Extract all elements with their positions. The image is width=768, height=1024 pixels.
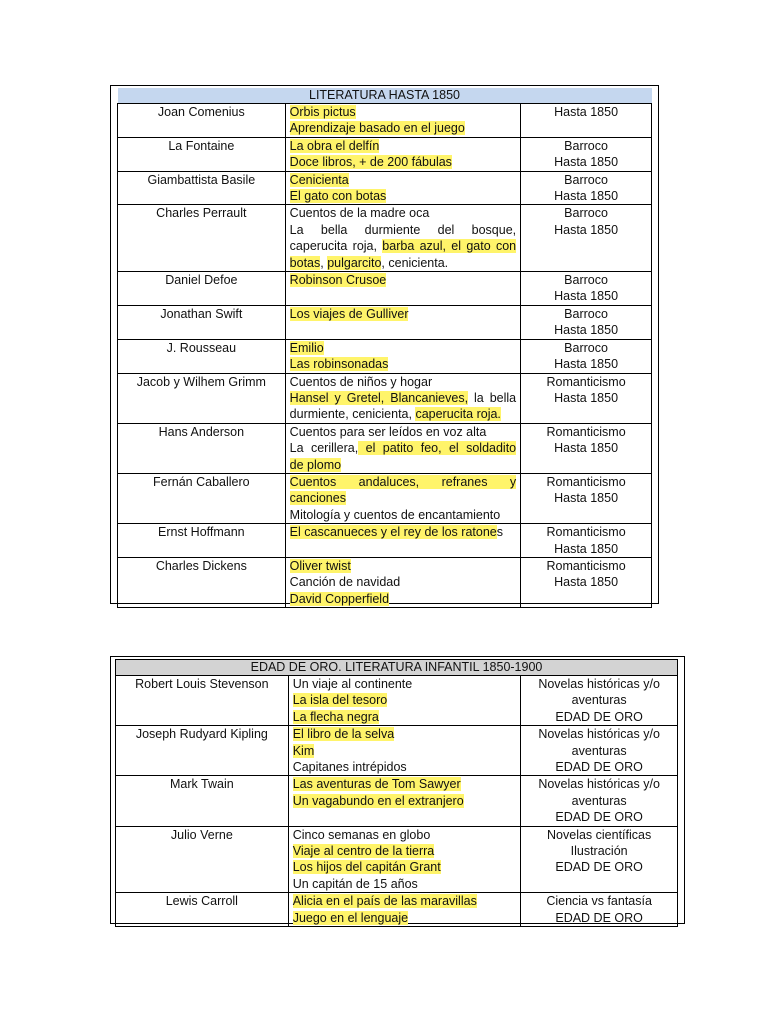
- author-cell: Charles Dickens: [118, 557, 286, 607]
- period-line: Barroco: [564, 273, 608, 288]
- period-cell: [521, 104, 652, 138]
- period-cell: [521, 171, 652, 205]
- work-line: [293, 676, 517, 692]
- period-line: Ilustración: [570, 844, 628, 859]
- work-text: Capitanes intrépidos: [292, 760, 407, 775]
- work-line: [290, 188, 516, 204]
- works-cell: [285, 473, 520, 523]
- table-row: [118, 272, 652, 306]
- work-line: [293, 759, 517, 775]
- works-cell: [285, 339, 520, 373]
- period-cell: [521, 726, 678, 776]
- period-cell: [521, 893, 678, 927]
- highlighted-title: La obra el delfín: [289, 138, 380, 153]
- author-cell: Daniel Defoe: [118, 272, 286, 306]
- period-line: Hasta 1850: [554, 575, 619, 590]
- period-line: Romanticismo: [546, 474, 626, 489]
- highlighted-title: Cuentos andaluces, refranes y: [289, 474, 517, 489]
- period-cell: [521, 305, 652, 339]
- work-line: [290, 490, 516, 506]
- work-text: Cuentos para ser leídos en voz alta: [289, 424, 487, 439]
- work-line: [293, 876, 517, 892]
- highlighted-title: Oliver twist: [289, 558, 351, 573]
- work-line: [293, 843, 517, 859]
- works-cell: [285, 272, 520, 306]
- highlighted-title: Juego en el lenguaje: [292, 910, 409, 925]
- table-row: [118, 104, 652, 138]
- work-line: [290, 374, 516, 390]
- edad-de-oro-table: [110, 656, 685, 924]
- works-cell: [285, 373, 520, 423]
- period-line: Hasta 1850: [554, 541, 619, 556]
- works-cell: [285, 171, 520, 205]
- author-cell: Charles Perrault: [118, 205, 286, 272]
- work-line: [290, 172, 516, 188]
- author-cell: Mark Twain: [116, 776, 289, 826]
- author-cell: Hans Anderson: [118, 423, 286, 473]
- table-row: [118, 205, 652, 272]
- work-line: [290, 238, 516, 254]
- work-text: La cerillera,: [289, 441, 359, 456]
- work-line: [290, 306, 516, 322]
- work-line: [293, 827, 517, 843]
- period-cell: [521, 524, 652, 558]
- work-text: la bella: [468, 390, 517, 405]
- period-line: aventuras: [571, 743, 627, 758]
- work-line: [290, 222, 516, 238]
- author-cell: Julio Verne: [116, 826, 289, 893]
- highlighted-title: La flecha negra: [292, 709, 379, 724]
- table-row: [118, 423, 652, 473]
- work-line: [290, 457, 516, 473]
- works-cell: [288, 726, 521, 776]
- work-line: [290, 558, 516, 574]
- table-row: [116, 826, 678, 893]
- highlighted-title: Doce libros, + de 200 fábulas: [289, 155, 452, 170]
- author-cell: Joseph Rudyard Kipling: [116, 726, 289, 776]
- highlighted-title: Los viajes de Gulliver: [289, 306, 409, 321]
- period-line: Novelas históricas y/o: [538, 727, 660, 742]
- author-cell: Jacob y Wilhem Grimm: [118, 373, 286, 423]
- highlighted-title: Los hijos del capitán Grant: [292, 860, 441, 875]
- table-row: [118, 137, 652, 171]
- highlighted-title: Kim: [292, 743, 315, 758]
- works-cell: [285, 423, 520, 473]
- period-line: Romanticismo: [546, 424, 626, 439]
- table-title: LITERATURA HASTA 1850: [118, 88, 652, 104]
- highlighted-title: Un vagabundo en el extranjero: [292, 793, 464, 808]
- table-grid: [115, 659, 678, 927]
- table-grid: [117, 88, 652, 608]
- work-text: Cuentos de niños y hogar: [289, 374, 433, 389]
- author-cell: Ernst Hoffmann: [118, 524, 286, 558]
- works-cell: [288, 776, 521, 826]
- work-line: [290, 272, 516, 288]
- highlighted-title: caperucita roja.: [415, 407, 501, 422]
- period-line: Barroco: [564, 206, 608, 221]
- work-line: [290, 574, 516, 590]
- period-line: Hasta 1850: [554, 441, 619, 456]
- table-row: [118, 171, 652, 205]
- author-cell: Jonathan Swift: [118, 305, 286, 339]
- works-cell: [285, 104, 520, 138]
- table-row: [118, 473, 652, 523]
- work-text: Cuentos de la madre oca: [289, 206, 430, 221]
- works-cell: [285, 305, 520, 339]
- work-text: La bella durmiente del bosque,: [289, 222, 517, 237]
- works-cell: [288, 676, 521, 726]
- table-body: [118, 104, 652, 608]
- period-line: aventuras: [571, 693, 627, 708]
- highlighted-title: El gato con botas: [289, 189, 387, 204]
- works-cell: [285, 524, 520, 558]
- work-line: [290, 104, 516, 120]
- highlighted-title: Alicia en el país de las maravillas: [292, 894, 477, 909]
- period-line: EDAD DE ORO: [555, 760, 643, 775]
- work-line: [290, 120, 516, 136]
- period-line: Hasta 1850: [554, 357, 619, 372]
- period-line: Barroco: [564, 306, 608, 321]
- period-cell: [521, 205, 652, 272]
- table-row: [116, 776, 678, 826]
- table-row: [118, 305, 652, 339]
- work-line: [293, 776, 517, 792]
- highlighted-title: David Copperfield: [289, 591, 390, 606]
- period-cell: [521, 373, 652, 423]
- period-cell: [521, 676, 678, 726]
- work-line: [293, 692, 517, 708]
- highlighted-title: de plomo: [289, 457, 342, 472]
- work-line: [290, 356, 516, 372]
- highlighted-title: pulgarcito: [327, 255, 382, 270]
- table-title: EDAD DE ORO. LITERATURA INFANTIL 1850-1900: [116, 660, 678, 676]
- period-line: EDAD DE ORO: [555, 810, 643, 825]
- highlighted-title: La isla del tesoro: [292, 693, 388, 708]
- work-text: caperucita roja,: [289, 239, 383, 254]
- work-text: ,: [320, 255, 328, 270]
- period-line: Hasta 1850: [554, 491, 619, 506]
- period-line: aventuras: [571, 793, 627, 808]
- work-line: [293, 859, 517, 875]
- works-cell: [285, 205, 520, 272]
- highlighted-title: El libro de la selva: [292, 727, 395, 742]
- work-line: [290, 440, 516, 456]
- works-cell: [285, 557, 520, 607]
- work-line: [290, 474, 516, 490]
- highlighted-title: el patito feo, el soldadito: [358, 441, 517, 456]
- highlighted-title: Las robinsonadas: [289, 357, 389, 372]
- work-text: durmiente, cenicienta,: [289, 407, 416, 422]
- work-text: s: [496, 525, 503, 540]
- work-line: [293, 910, 517, 926]
- works-cell: [285, 137, 520, 171]
- highlighted-title: Hansel y Gretel, Blancanieves,: [289, 390, 469, 405]
- period-line: Romanticismo: [546, 525, 626, 540]
- period-line: EDAD DE ORO: [555, 860, 643, 875]
- work-line: [293, 709, 517, 725]
- highlighted-title: Aprendizaje basado en el juego: [289, 121, 465, 136]
- period-line: Barroco: [564, 172, 608, 187]
- period-cell: [521, 473, 652, 523]
- author-cell: Fernán Caballero: [118, 473, 286, 523]
- work-line: [290, 255, 516, 271]
- table-row: [116, 893, 678, 927]
- period-cell: [521, 776, 678, 826]
- highlighted-title: Cenicienta: [289, 172, 349, 187]
- highlighted-title: Robinson Crusoe: [289, 273, 387, 288]
- period-line: Hasta 1850: [554, 390, 619, 405]
- period-line: Novelas científicas: [547, 827, 652, 842]
- work-line: [290, 390, 516, 406]
- period-cell: [521, 826, 678, 893]
- works-cell: [288, 826, 521, 893]
- period-cell: [521, 339, 652, 373]
- period-line: Hasta 1850: [554, 105, 619, 119]
- work-line: [290, 138, 516, 154]
- author-cell: Joan Comenius: [118, 104, 286, 138]
- period-cell: [521, 137, 652, 171]
- work-text: Canción de navidad: [289, 575, 401, 590]
- work-text: Cinco semanas en globo: [292, 827, 431, 842]
- table-row: [116, 726, 678, 776]
- work-line: [290, 154, 516, 170]
- period-cell: [521, 272, 652, 306]
- period-line: Romanticismo: [546, 558, 626, 573]
- table-row: [118, 557, 652, 607]
- period-line: Hasta 1850: [554, 222, 619, 237]
- period-line: EDAD DE ORO: [555, 709, 643, 724]
- highlighted-title: Viaje al centro de la tierra: [292, 844, 435, 859]
- table-body: [116, 676, 678, 927]
- works-cell: [288, 893, 521, 927]
- period-line: Barroco: [564, 138, 608, 153]
- period-line: Novelas históricas y/o: [538, 777, 660, 792]
- period-line: Barroco: [564, 340, 608, 355]
- work-line: [290, 424, 516, 440]
- highlighted-title: barba azul, el gato con: [382, 239, 517, 254]
- author-cell: Giambattista Basile: [118, 171, 286, 205]
- period-cell: [521, 557, 652, 607]
- literatura-hasta-1850-table: [110, 85, 659, 604]
- work-line: [293, 743, 517, 759]
- highlighted-title: Orbis pictus: [289, 105, 356, 119]
- period-line: Hasta 1850: [554, 189, 619, 204]
- highlighted-title: botas: [289, 255, 321, 270]
- work-text: , cenicienta.: [381, 255, 449, 270]
- period-line: Novelas históricas y/o: [538, 677, 660, 691]
- work-text: Un viaje al continente: [292, 677, 413, 691]
- work-line: [290, 507, 516, 523]
- author-cell: Robert Louis Stevenson: [116, 676, 289, 726]
- highlighted-title: El cascanueces y el rey de los ratone: [289, 525, 497, 540]
- period-line: Romanticismo: [546, 374, 626, 389]
- period-cell: [521, 423, 652, 473]
- period-line: Hasta 1850: [554, 155, 619, 170]
- table-row: [118, 339, 652, 373]
- highlighted-title: Emilio: [289, 340, 324, 355]
- work-text: Un capitán de 15 años: [292, 876, 418, 891]
- work-line: [290, 205, 516, 221]
- author-cell: Lewis Carroll: [116, 893, 289, 927]
- period-line: Hasta 1850: [554, 323, 619, 338]
- work-line: [290, 340, 516, 356]
- work-text: Mitología y cuentos de encantamiento: [289, 507, 501, 522]
- author-cell: La Fontaine: [118, 137, 286, 171]
- work-line: [293, 726, 517, 742]
- highlighted-title: Las aventuras de Tom Sawyer: [292, 777, 461, 792]
- table-row: [116, 676, 678, 726]
- period-line: EDAD DE ORO: [555, 910, 643, 925]
- period-line: Ciencia vs fantasía: [546, 894, 652, 909]
- table-row: [118, 373, 652, 423]
- author-cell: J. Rousseau: [118, 339, 286, 373]
- work-line: [290, 406, 516, 422]
- highlighted-title: canciones: [289, 491, 346, 506]
- work-line: [290, 591, 516, 607]
- work-line: [290, 524, 516, 540]
- period-line: Hasta 1850: [554, 289, 619, 304]
- work-line: [293, 793, 517, 809]
- table-row: [118, 524, 652, 558]
- work-line: [293, 893, 517, 909]
